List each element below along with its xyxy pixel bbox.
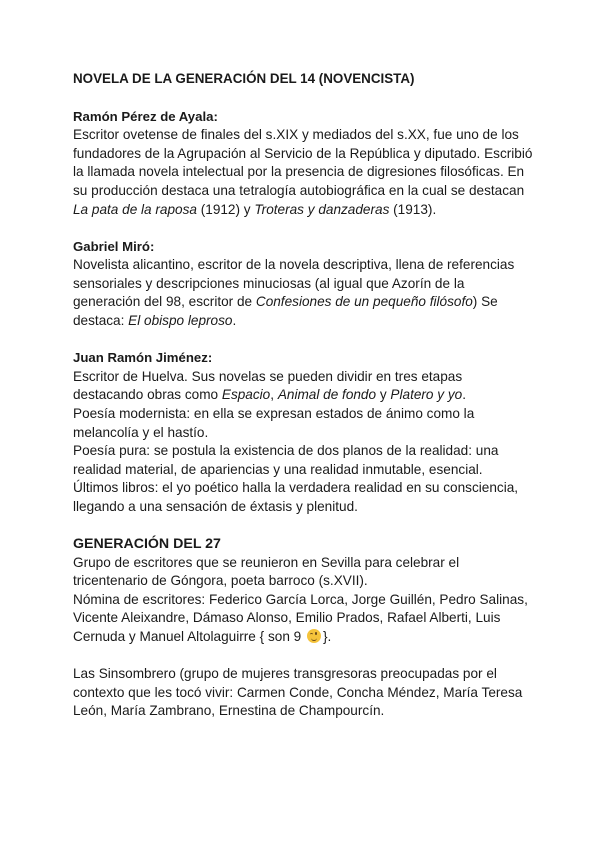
document-title: NOVELA DE LA GENERACIÓN DEL 14 (NOVENCISTA) — [73, 71, 415, 86]
work-title: Animal de fondo — [277, 387, 377, 403]
author-text-jimenez: Escritor de Huelva. Sus novelas se pueden dividir en tres etapas destacando obras como Espacio, Animal de fondo y Platero y yo. — [73, 368, 466, 403]
work-title: Espacio — [221, 387, 271, 403]
sinsombrero-text: Las Sinsombrero (grupo de mujeres transgresoras preocupadas por el contexto que les tocó vivir: Carmen Conde, Concha Méndez, María Teresa León, María Zambrano, Ernestina de Champourcín. — [73, 666, 523, 719]
author-heading-jimenez: Juan Ramón Jiménez: — [73, 350, 213, 366]
author-heading-ayala: Ramón Pérez de Ayala: — [73, 108, 218, 124]
work-title: El obispo leproso — [128, 313, 233, 329]
section-miro — [73, 238, 535, 331]
work-title: La pata de la raposa — [73, 201, 197, 217]
work-title: Troteras y danzaderas — [254, 201, 390, 217]
author-text-miro: Novelista alicantino, escritor de la novela descriptiva, llena de referencias sensoriales y descripciones minuciosas (al igual que Azorín de la generación del 98, escritor de Confesiones de un pequeño filósofo) Se destaca: El obispo leproso. — [73, 257, 515, 329]
author-text-ayala: Escritor ovetense de finales del s.XIX y mediados del s.XX, fue uno de los fundadores de la Agrupación al Servicio de la República y diputado. Escribió la llamada novela intelectual por la presencia de digresiones filosóficas. En su producción destaca una tetralogía autobiográfica en la cual se destacan La pata de la raposa (1912) y Troteras y danzaderas (1913). — [73, 127, 533, 217]
winking-face-icon — [307, 629, 321, 643]
poetry-pure-text: Poesía pura: se postula la existencia de dos planos de la realidad: una realidad material, de apariencias y una realidad inmutable, esencial. — [73, 443, 499, 477]
section-sinsombrero — [73, 665, 535, 721]
section-jimenez — [73, 349, 535, 516]
section-ayala — [73, 108, 535, 220]
gen27-writers-text: Nómina de escritores: Federico García Lorca, Jorge Guillén, Pedro Salinas, Vicente Aleixandre, Dámaso Alonso, Emilio Prados, Rafael Alberti, Luis Cernuda y Manuel Altolaguirre { son 9 }. — [73, 591, 528, 644]
section-heading-gen27: GENERACIÓN DEL 27 — [73, 535, 221, 552]
gen27-intro-text: Grupo de escritores que se reunieron en Sevilla para celebrar el tricentenario de Góngora, poeta barroco (s.XVII). — [73, 554, 460, 589]
author-heading-miro: Gabriel Miró: — [73, 238, 155, 254]
document-page — [73, 70, 535, 739]
section-gen27 — [73, 535, 535, 647]
work-title: Platero y yo — [390, 387, 463, 403]
work-title: Confesiones de un pequeño filósofo — [255, 294, 473, 310]
poetry-modernist-text: Poesía modernista: en ella se expresan estados de ánimo como la melancolía y el hastío. — [73, 405, 475, 440]
last-books-text: Últimos libros: el yo poético halla la verdadera realidad en su consciencia, llegando a una sensación de éxtasis y plenitud. — [73, 480, 519, 514]
